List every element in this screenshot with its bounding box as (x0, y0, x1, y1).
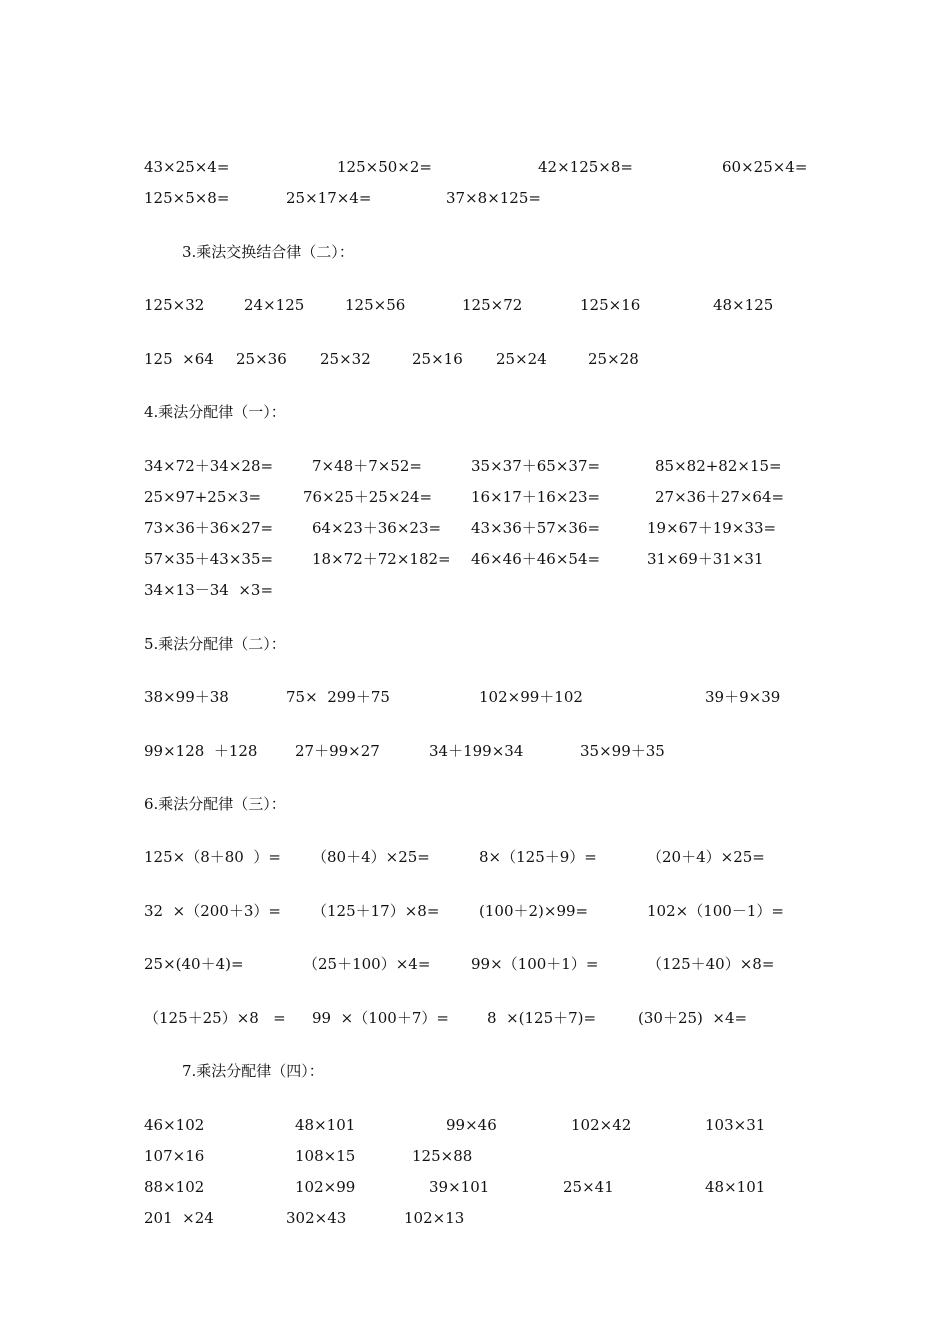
problem: 99×（100＋1）= (471, 955, 599, 973)
problem: 99×46 (446, 1116, 497, 1134)
problem: 25×(40＋4)= (144, 955, 244, 973)
problem: 125×88 (412, 1147, 473, 1165)
problem-row (0, 485, 950, 509)
problem-row (0, 899, 950, 923)
problem-row (0, 186, 950, 210)
problem: 42×125×8= (538, 158, 633, 176)
problem: 99 ×（100＋7）= (312, 1009, 449, 1027)
problem: 25×32 (320, 350, 371, 368)
problem: 46×102 (144, 1116, 205, 1134)
problem: 48×101 (705, 1178, 766, 1196)
problem: 25×24 (496, 350, 547, 368)
problem: 43×36＋57×36= (471, 519, 601, 537)
problem: 25×97+25×3= (144, 488, 262, 506)
problem: 27＋99×27 (295, 742, 380, 760)
problem: 102×99 (295, 1178, 356, 1196)
problem: 102×（100－1）= (647, 902, 784, 920)
problem: 88×102 (144, 1178, 205, 1196)
problem: 125×16 (580, 296, 641, 314)
section-heading: 6.乘法分配律（三）： (144, 795, 286, 813)
problem: 107×16 (144, 1147, 205, 1165)
problem: 85×82+82×15= (655, 457, 782, 475)
section-heading: 3.乘法交换结合律（二）： (182, 243, 354, 261)
problem: 39＋9×39 (705, 688, 781, 706)
problem: 302×43 (286, 1209, 347, 1227)
problem: 39×101 (429, 1178, 490, 1196)
problem: 34＋199×34 (429, 742, 524, 760)
problem-row (0, 516, 950, 540)
problem: 34×72＋34×28= (144, 457, 274, 475)
section-heading: 4.乘法分配律（一）： (144, 403, 286, 421)
problem: 125×32 (144, 296, 205, 314)
problem-row (0, 547, 950, 571)
problem: 19×67＋19×33= (647, 519, 777, 537)
problem: 25×16 (412, 350, 463, 368)
problem: 102×99＋102 (479, 688, 583, 706)
problem-row (0, 1113, 950, 1137)
problem: (30＋25) ×4= (638, 1009, 748, 1027)
problem: （125＋25）×8 = (144, 1009, 286, 1027)
problem: 73×36＋36×27= (144, 519, 274, 537)
problem-row (0, 952, 950, 976)
problem-row (0, 685, 950, 709)
problem: 35×37＋65×37= (471, 457, 601, 475)
problem: 18×72＋72×182= (312, 550, 451, 568)
problem: (100＋2)×99= (479, 902, 589, 920)
problem: （20＋4）×25= (647, 848, 765, 866)
problem-row (0, 1006, 950, 1030)
problem: 8 ×(125＋7)= (487, 1009, 597, 1027)
problem: 60×25×4= (722, 158, 808, 176)
problem: 125×5×8= (144, 189, 230, 207)
problem: 64×23＋36×23= (312, 519, 442, 537)
problem: （25＋100）×4= (303, 955, 431, 973)
problem: 125 ×64 (144, 350, 214, 368)
problem: 16×17＋16×23= (471, 488, 601, 506)
problem: 37×8×125= (446, 189, 541, 207)
problem: 108×15 (295, 1147, 356, 1165)
problem: 38×99＋38 (144, 688, 229, 706)
problem: （125＋40）×8= (647, 955, 775, 973)
problem: 35×99＋35 (580, 742, 665, 760)
problem: 46×46＋46×54= (471, 550, 601, 568)
problem: 25×17×4= (286, 189, 372, 207)
problem: 125×72 (462, 296, 523, 314)
problem: 125×50×2= (337, 158, 432, 176)
problem-row (0, 454, 950, 478)
problem-row (0, 1175, 950, 1199)
problem-row (0, 155, 950, 179)
problem: 125×（8＋80 ）= (144, 848, 281, 866)
problem-row (0, 739, 950, 763)
section-heading: 7.乘法分配律（四）： (182, 1062, 324, 1080)
problem: 99×128 ＋128 (144, 742, 258, 760)
problem: 24×125 (244, 296, 305, 314)
problem: 48×101 (295, 1116, 356, 1134)
problem-row (0, 1144, 950, 1168)
problem-row (0, 347, 950, 371)
problem: 102×42 (571, 1116, 632, 1134)
problem: 34×13－34 ×3= (144, 581, 274, 599)
problem: 48×125 (713, 296, 774, 314)
section-heading: 5.乘法分配律（二）： (144, 635, 286, 653)
problem: 25×28 (588, 350, 639, 368)
problem-row (0, 1206, 950, 1230)
problem: 27×36＋27×64= (655, 488, 785, 506)
problem: 25×36 (236, 350, 287, 368)
problem-row (0, 578, 950, 602)
problem: 75× 299＋75 (286, 688, 390, 706)
problem: 8×（125＋9）= (479, 848, 597, 866)
problem: 43×25×4= (144, 158, 230, 176)
problem: 125×56 (345, 296, 406, 314)
problem: 102×13 (404, 1209, 465, 1227)
problem: 201 ×24 (144, 1209, 214, 1227)
problem: 7×48＋7×52= (312, 457, 422, 475)
problem: 57×35＋43×35= (144, 550, 274, 568)
problem: 76×25＋25×24= (303, 488, 433, 506)
problem: 32 ×（200＋3）= (144, 902, 281, 920)
problem: （125＋17）×8= (312, 902, 440, 920)
problem: （80＋4）×25= (312, 848, 430, 866)
problem: 31×69＋31×31 (647, 550, 764, 568)
problem: 25×41 (563, 1178, 614, 1196)
problem: 103×31 (705, 1116, 766, 1134)
problem-row (0, 293, 950, 317)
problem-row (0, 845, 950, 869)
